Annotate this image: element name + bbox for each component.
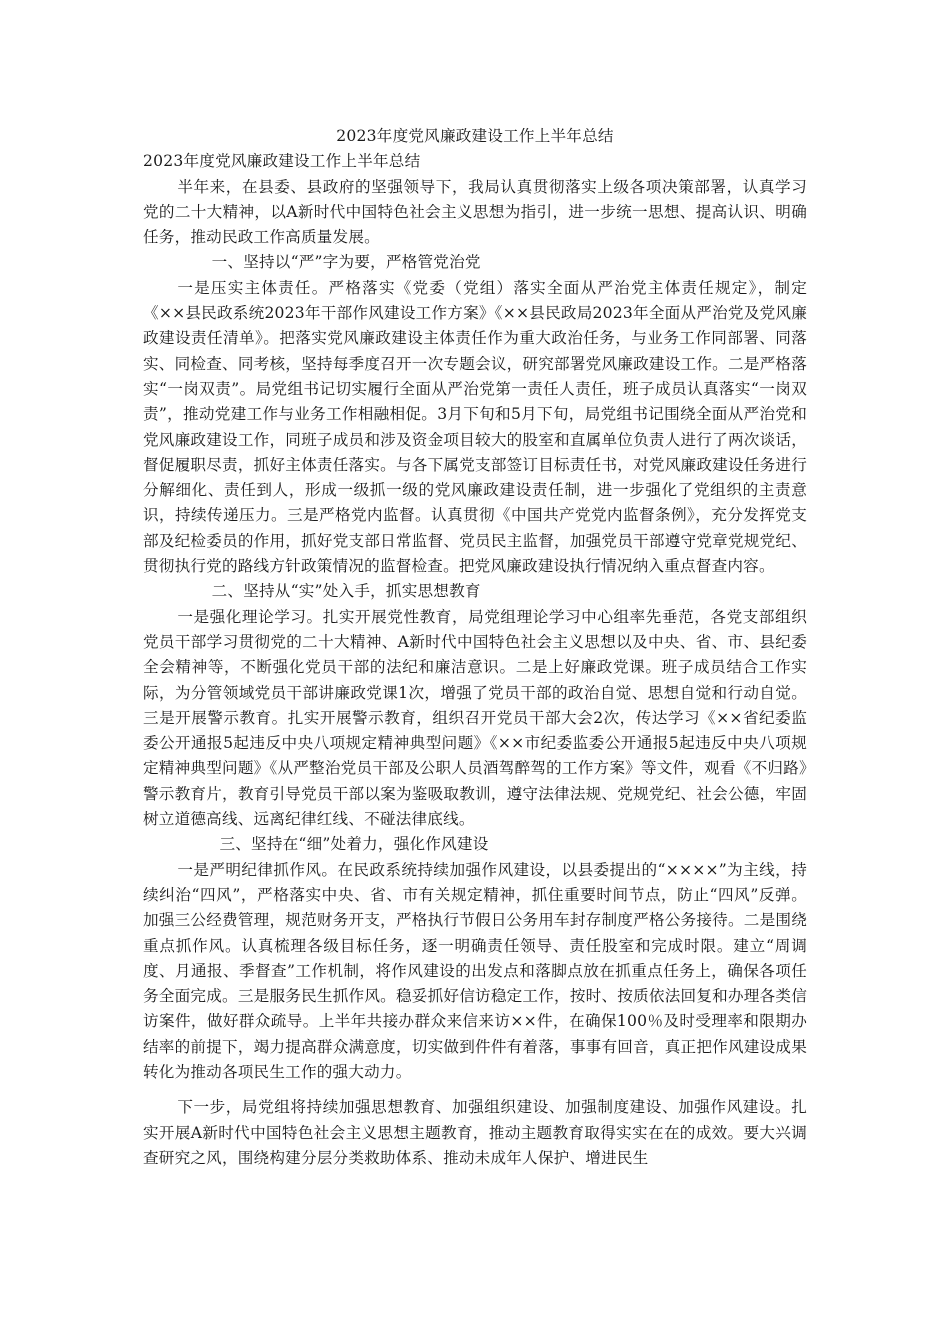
document-title: 2023年度党风廉政建设工作上半年总结	[336, 127, 614, 145]
section-heading-1: 一、坚持以“严”字为要，严格管党治党	[211, 253, 481, 272]
section-body-2: 一是强化理论学习。扎实开展党性教育，局党组理论学习中心组率先垂范，各党支部组织党员干部学习贯彻党的二十大精神、A新时代中国特色社会主义思想以及中央、省、市、县纪委全会精神等，不断强化党员干部的法纪和廉洁意识。二是上好廉政党课。班子成员结合工作实际，为分管领域党员干部讲廉政党课1次，增强了党员干部的政治自觉、思想自觉和行动自觉。三是开展警示教育。扎实开展警示教育，组织召开党员干部大会2次，传达学习《××省纪委监委公开通报5起违反中央八项规定精神典型问题》《××市纪委监委公开通报5起违反中央八项规定精神典型问题》《从严整治党员干部及公职人员酒驾醉驾的工作方案》等文件，观看《不归路》警示教育片，教育引导党员干部以案为鉴吸取教训，遵守法律法规、党规党纪、社会公德，牢固树立道德高线、远离纪律红线、不碰法律底线。	[143, 607, 807, 829]
closing-paragraph: 下一步，局党组将持续加强思想教育、加强组织建设、加强制度建设、加强作风建设。扎实开展A新时代中国特色社会主义思想主题教育，推动主题教育取得实实在在的成效。要大兴调查研究之风，围绕构建分层分类救助体系、推动未成年人保护、增进民生	[143, 1098, 807, 1167]
section-body-1: 一是压实主体责任。严格落实《党委（党组）落实全面从严治党主体责任规定》，制定《××县民政系统2023年干部作风建设工作方案》《××县民政局2023年全面从严治党及党风廉政建设责任清单》。把落实党风廉政建设主体责任作为重大政治任务，与业务工作同部署、同落实、同检查、同考核，坚持每季度召开一次专题会议，研究部署党风廉政建设工作。二是严格落实“一岗双责”。局党组书记切实履行全面从严治党第一责任人责任，班子成员认真落实“一岗双责”，推动党建工作与业务工作相融相促。3月下旬和5月下旬，局党组书记围绕全面从严治党和党风廉政建设工作，同班子成员和涉及资金项目较大的股室和直属单位负责人进行了两次谈话，督促履职尽责，抓好主体责任落实。与各下属党支部签订目标责任书，对党风廉政建设任务进行分解细化、责任到人，形成一级抓一级的党风廉政建设责任制，进一步强化了党组织的主责意识，持续传递压力。三是严格党内监督。认真贯彻《中国共产党党内监督条例》，充分发挥党支部及纪检委员的作用，抓好党支部日常监督、党员民主监督，加强党员干部遵守党章党规党纪、贯彻执行党的路线方针政策情况的监督检查。把党风廉政建设执行情况纳入重点督查内容。	[143, 278, 807, 576]
document-subtitle: 2023年度党风廉政建设工作上半年总结	[143, 152, 421, 171]
section-heading-2: 二、坚持从“实”处入手，抓实思想教育	[211, 582, 481, 601]
document-page	[143, 124, 807, 1171]
section-heading-3: 三、坚持在“细”处着力，强化作风建设	[219, 835, 489, 854]
section-body-3: 一是严明纪律抓作风。在民政系统持续加强作风建设，以县委提出的“××××”为主线，持续纠治“四风”，严格落实中央、省、市有关规定精神，抓住重要时间节点，防止“四风”反弹。加强三公经费管理，规范财务开支，严格执行节假日公务用车封存制度严格公务接待。二是围绕重点抓作风。认真梳理各级目标任务，逐一明确责任领导、责任股室和完成时限。建立“周调度、月通报、季督查”工作机制，将作风建设的出发点和落脚点放在抓重点任务上，确保各项任务全面完成。三是服务民生抓作风。稳妥抓好信访稳定工作，按时、按质依法回复和办理各类信访案件，做好群众疏导。上半年共接办群众来信来访××件，在确保100％及时受理率和限期办结率的前提下，竭力提高群众满意度，切实做到件件有着落，事事有回音，真正把作风建设成果转化为推动各项民生工作的强大动力。	[143, 860, 807, 1081]
intro-paragraph: 半年来，在县委、县政府的坚强领导下，我局认真贯彻落实上级各项决策部署，认真学习党的二十大精神，以A新时代中国特色社会主义思想为指引，进一步统一思想、提高认识、明确任务，推动民政工作高质量发展。	[143, 177, 807, 247]
